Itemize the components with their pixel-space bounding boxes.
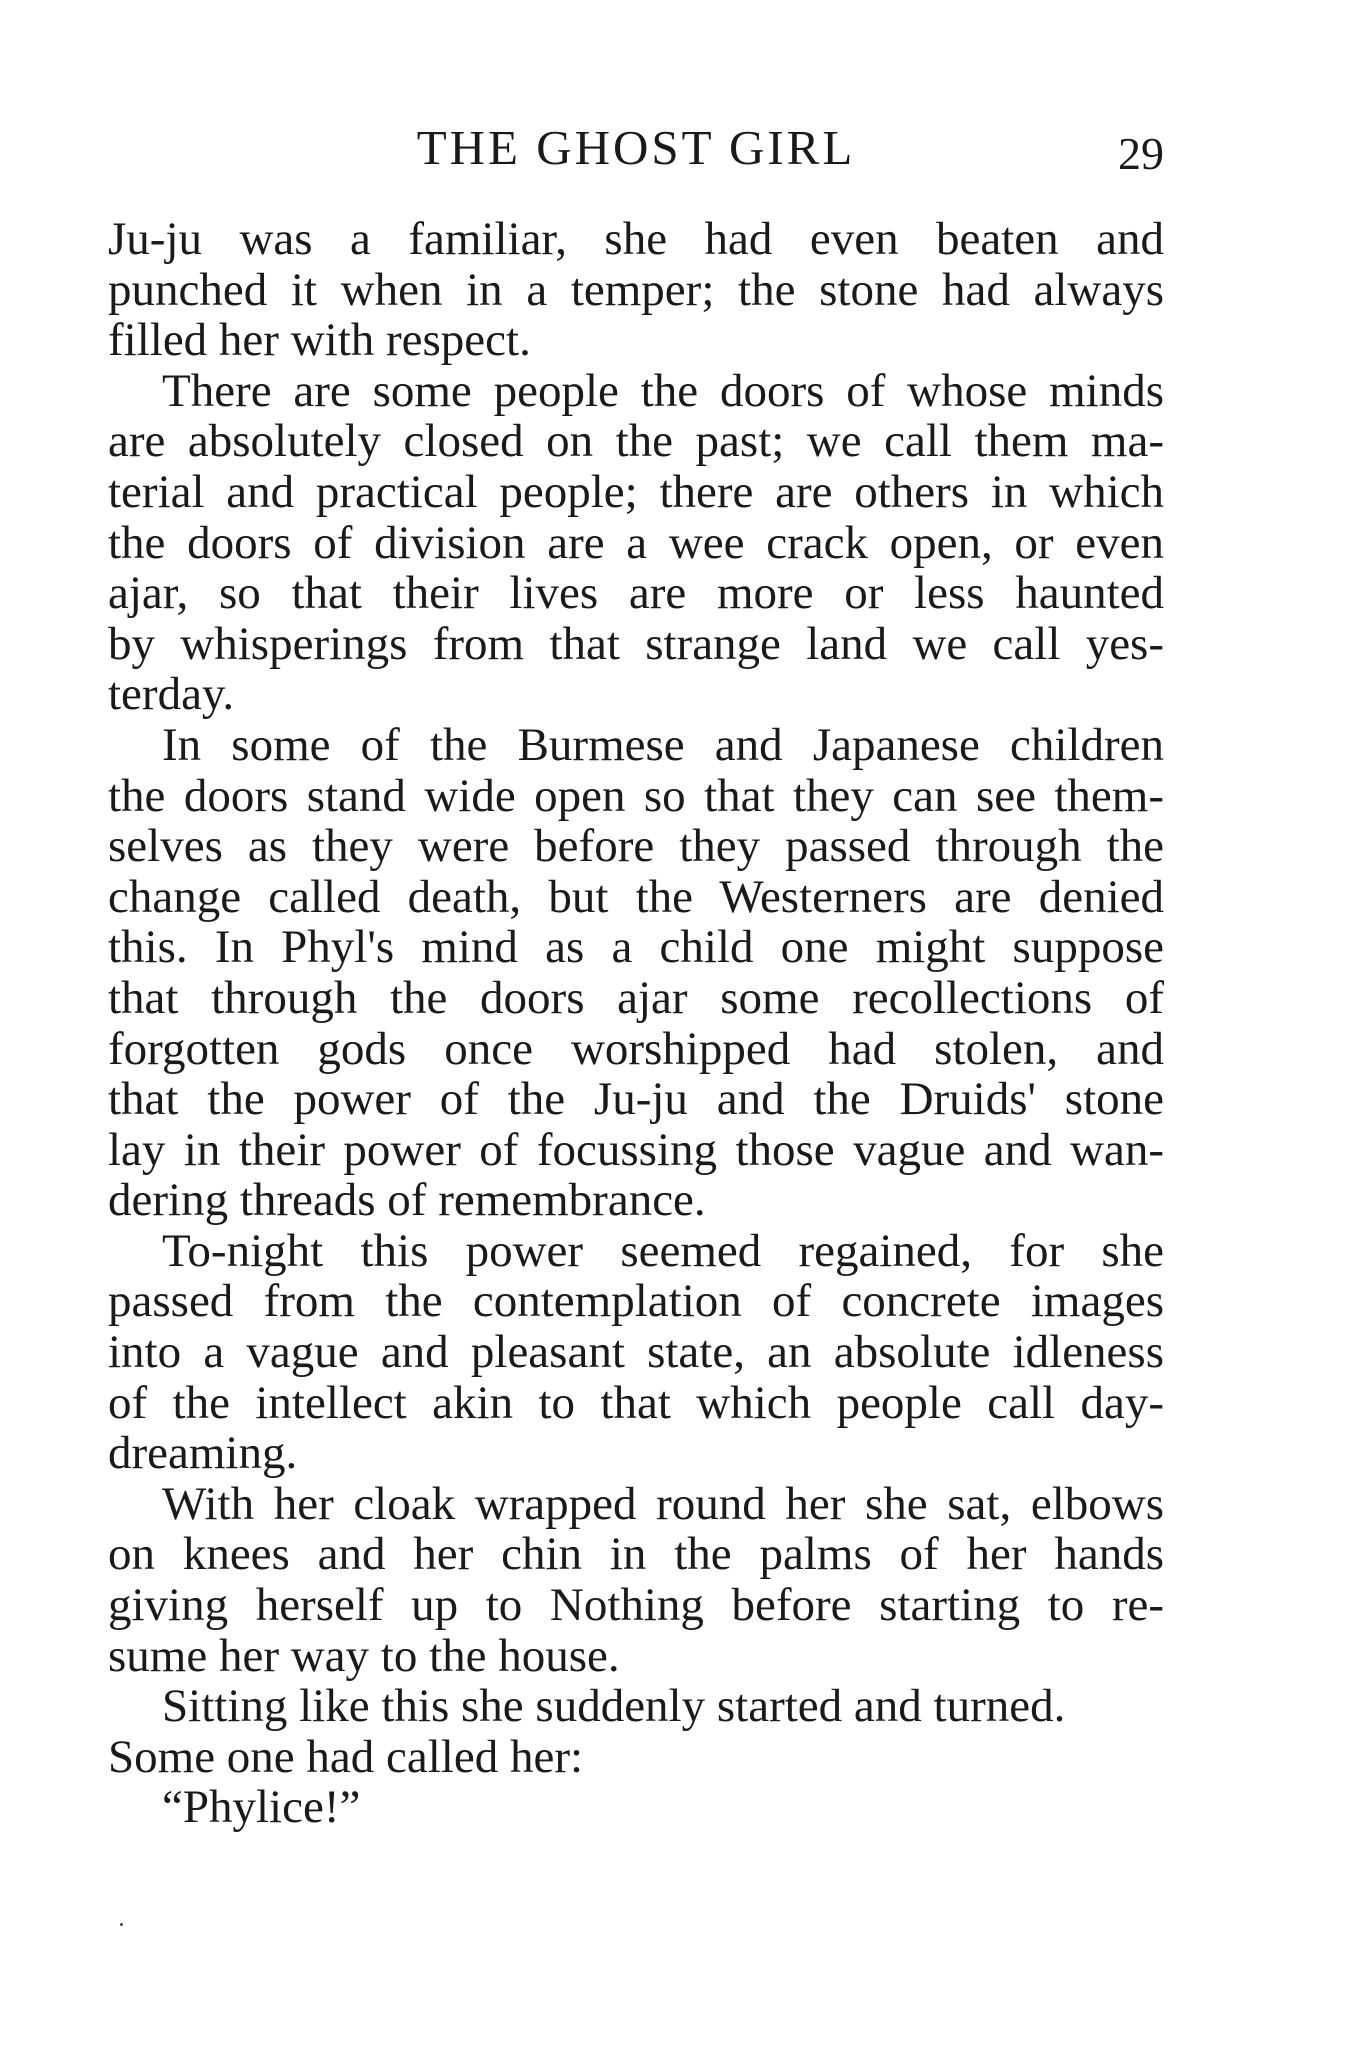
text-line: on knees and her chin in the palms of her hands: [108, 1528, 1164, 1581]
text-line: passed from the contemplation of concrete images: [108, 1275, 1164, 1328]
body-text: [108, 214, 1164, 1833]
text-line: “Phylice!”: [162, 1781, 361, 1834]
page-header: [108, 118, 1164, 178]
text-line: by whisperings from that strange land we call yes-: [108, 617, 1164, 670]
text-line: There are some people the doors of whose minds: [162, 364, 1164, 417]
text-line: terday.: [108, 668, 235, 721]
text-line: terial and practical people; there are others in which: [108, 465, 1164, 518]
text-line: selves as they were before they passed through the: [108, 820, 1164, 873]
text-line: this. In Phyl's mind as a child one might suppose: [108, 921, 1164, 974]
text-line: of the intellect akin to that which people call day-: [108, 1376, 1164, 1429]
text-line: lay in their power of focussing those vague and wan-: [108, 1123, 1164, 1176]
print-speck: [120, 1923, 123, 1926]
text-line: change called death, but the Westerners are denied: [108, 870, 1164, 923]
text-line: the doors stand wide open so that they can see them-: [108, 769, 1164, 822]
text-line: Ju-ju was a familiar, she had even beaten and: [108, 213, 1164, 265]
text-line: With her cloak wrapped round her she sat, elbows: [162, 1477, 1164, 1530]
text-line: giving herself up to Nothing before starting to re-: [108, 1579, 1164, 1632]
text-line: into a vague and pleasant state, an absolute idleness: [108, 1326, 1164, 1379]
text-line: sume her way to the house.: [108, 1629, 620, 1682]
text-line: that through the doors ajar some recollections of: [108, 971, 1164, 1024]
text-line: are absolutely closed on the past; we call them ma-: [108, 415, 1164, 468]
text-line: Sitting like this she suddenly started and turned.: [162, 1680, 1066, 1733]
text-line: the doors of division are a wee crack open, or even: [108, 516, 1164, 569]
text-line: filled her with respect.: [108, 314, 531, 367]
text-line: dreaming.: [108, 1427, 298, 1480]
text-line: punched it when in a temper; the stone had always: [108, 263, 1164, 316]
text-line: To-night this power seemed regained, for she: [162, 1224, 1164, 1277]
page-number: 29: [1118, 128, 1164, 179]
text-line: ajar, so that their lives are more or less haunted: [108, 567, 1164, 620]
text-line: that the power of the Ju-ju and the Druids' stone: [108, 1073, 1164, 1126]
text-line: dering threads of remembrance.: [108, 1174, 706, 1227]
text-line: In some of the Burmese and Japanese children: [162, 718, 1164, 771]
text-line: forgotten gods once worshipped had stolen, and: [108, 1022, 1164, 1075]
running-title: THE GHOST GIRL: [416, 120, 856, 175]
text-line: Some one had called her:: [108, 1730, 584, 1783]
